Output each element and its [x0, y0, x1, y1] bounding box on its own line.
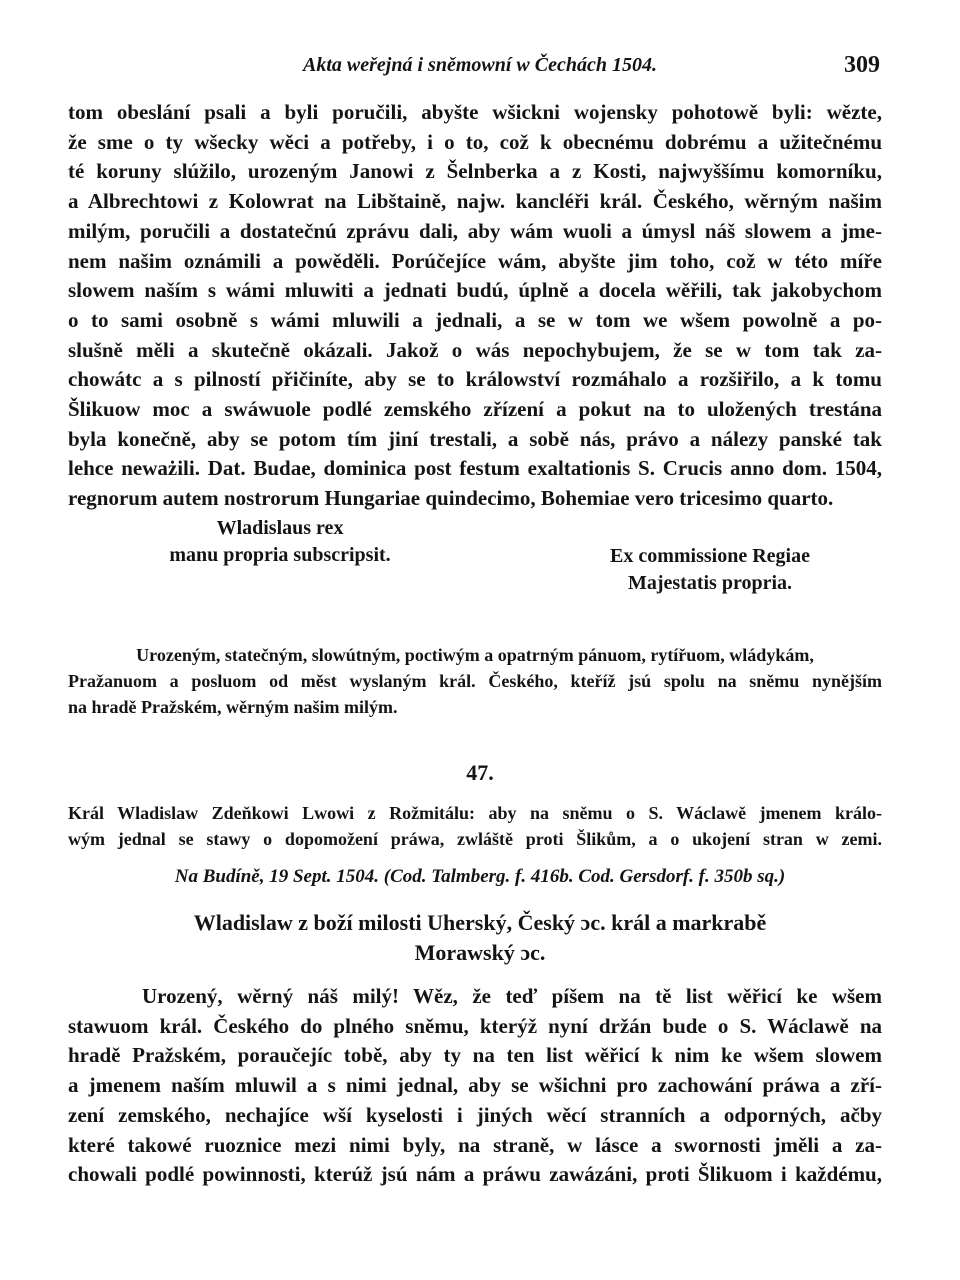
text-line: chowátc a s pilností přičiníte, aby se to králowství rozmáhalo a rozšiřilo, a k tomu	[68, 367, 882, 392]
intitulatio-line: Wladislaw z boží milosti Uherský, Český ɔc. král a markrabě	[193, 910, 767, 935]
document-regest	[68, 800, 882, 852]
text-line: lehce neważili. Dat. Budae, dominica post festum exaltationis S. Crucis anno dom. 1504,	[68, 456, 882, 481]
text-line: nem našim oznámili a powěděli. Porúčejíce wám, abyšte jim toho, což w této míře	[68, 248, 882, 273]
text-line: slowem naším s wámi mluwiti a jednati budú, úplně a docela wěřili, tak jakobychom	[68, 278, 882, 303]
document-number: 47.	[466, 760, 494, 785]
running-title: Akta weřejná i sněmowní w Čechách 1504.	[303, 54, 657, 76]
address-line: Urozeným, statečným, slowútným, poctiwým a opatrným pánuom, rytířuom, wládykám,	[136, 645, 814, 665]
text-line: o to sami osobně s wámi mluwili a jednali, a se w tom we wšem powolně a po-	[68, 307, 882, 332]
commission-line: Ex commissione Regiae	[610, 545, 810, 567]
text-line: milým, poručili a dostatečnú zprávu dali, aby wám wuoli a úmysl náš slowem a jme-	[68, 218, 882, 243]
page-header	[0, 52, 960, 82]
text-line: regnorum autem nostrorum Hungariae quindecimo, Bohemiae vero tricesimo quarto.	[68, 486, 834, 511]
letter-body-paragraph	[68, 98, 882, 514]
text-line: té koruny slúžilo, urozeným Janowi z Šelnberka a z Kosti, najwyššímu komorníku,	[68, 159, 882, 184]
text-line: Šlikuow moc a swáwuole podlé zemského zřízení a pokut na to uložených trestána	[68, 397, 882, 422]
text-line: stawuom král. Českého do plného sněmu, kterýž nyní držán bude o S. Wáclawě na	[68, 1013, 882, 1038]
text-line: a jmenem naším mluwil a s nimi jednal, aby se wšichni pro zachowání práwa a zří-	[68, 1073, 882, 1098]
address-block	[68, 642, 882, 720]
text-line: které takowé ruoznice mezi nimi byly, na straně, w lásce a swornosti jměli a za-	[68, 1132, 882, 1157]
commission-line: Majestatis propria.	[627, 572, 793, 594]
text-line: byla konečně, aby se potom tím jiní trestali, a sobě nás, právo a nálezy panské tak	[68, 426, 882, 451]
signature-line: manu propria subscripsit.	[169, 544, 391, 566]
text-line: že sme o ty wšecky wěci a potřeby, i o to, což k obecnému dobrému a užitečnému	[68, 129, 882, 154]
text-line: a Albrechtowi z Kolowrat na Libštaině, najw. kancléři král. Českého, wěrným našim	[68, 189, 882, 214]
signature-line: Wladislaus rex	[216, 517, 344, 539]
letter-text-paragraph	[68, 982, 882, 1190]
intitulatio-line: Morawský ɔc.	[414, 940, 546, 965]
text-line: hradě Pražském, poraučejíc tobě, aby ty na ten list wěřicí k nim ke wšem slowem	[68, 1043, 882, 1068]
royal-intitulatio	[0, 908, 960, 968]
regest-line: Král Wladislaw Zdeňkowi Lwowi z Rožmitálu: aby na sněmu o S. Wáclawě jmenem králo-	[68, 803, 882, 823]
regest-line: wým jednal se stawy o dopomožení práwa, zwláště proti Šlikům, a o ukojení stran w zemi.	[68, 829, 882, 849]
address-line: na hradě Pražském, wěrným našim milým.	[68, 697, 398, 717]
text-line: chowali podlé powinnosti, kterúž jsú nám a práwu zawázáni, proti Šlikuom i každému,	[68, 1162, 882, 1187]
source-citation: Na Budíně, 19 Sept. 1504. (Cod. Talmberg. f. 416b. Cod. Gersdorf. f. 350b sq.)	[174, 866, 786, 887]
address-line: Pražanuom a posluom od měst wyslaným král. Českého, kteříž jsú spolu na sněmu nynějším	[68, 671, 882, 691]
text-line: slušně měli a skutečně okázali. Jakož o wás nepochybujem, že se w tom tak za-	[68, 337, 882, 362]
text-line: tom obeslání psali a byli poručili, abyšte wšickni wojensky pohotowě byli: wězte,	[68, 100, 882, 124]
royal-signature	[160, 515, 400, 569]
text-line: Urozený, wěrný náš milý! Wěz, že teď píšem na tě list wěřicí ke wšem	[142, 984, 882, 1008]
text-line: zení zemského, nechajíce wší kyselosti i jiných wěcí stranních a odporných, ačby	[68, 1102, 882, 1127]
commission-note	[592, 543, 828, 597]
page-number: 309	[844, 52, 880, 78]
